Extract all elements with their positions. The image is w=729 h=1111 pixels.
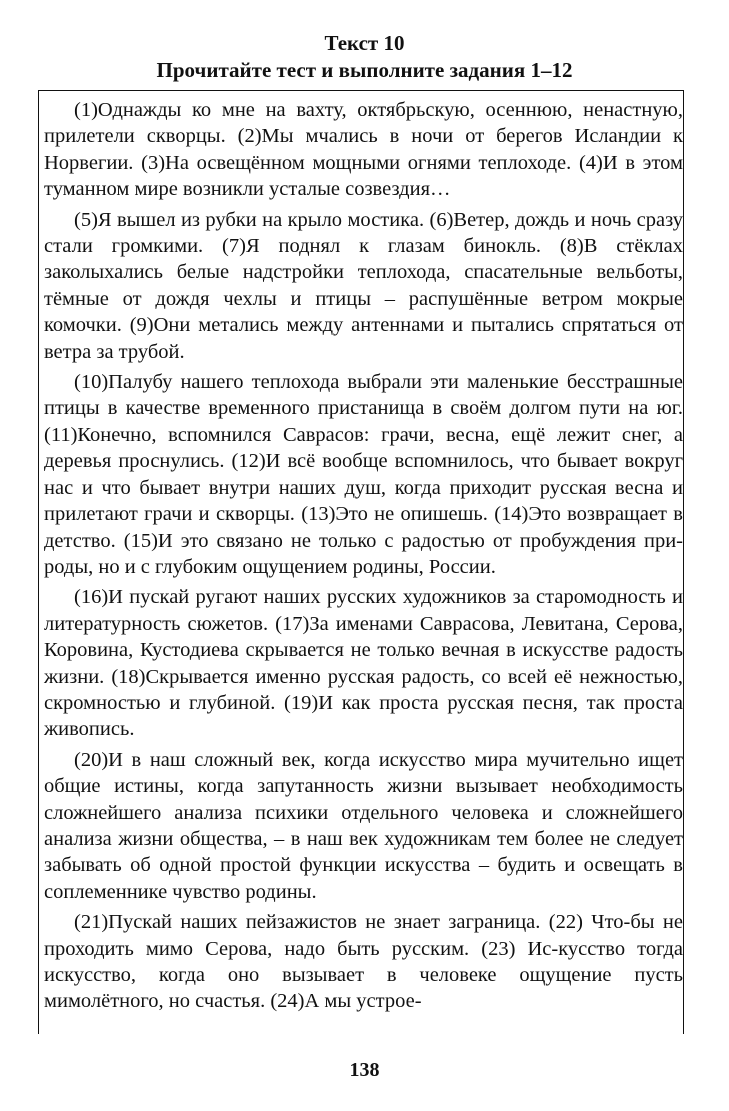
paragraph-3: (10)Палубу нашего теплохода выбрали эти маленькие бесстрашные птицы в качестве временного пристанища в своём долгом пути на юг. (11)Конечно, вспомнился Саврасов: грачи, весна, ещё лежит снег, а деревья проснулись. (12)И всё вообще вспомнилось, что бывает вокруг нас и что бывает внутри наших душ, когда приходит русская весна и прилетают грачи и скворцы. (13)Это не опишешь. (14)Это возвращает в детство. (15)И это связано не только с радостью от пробуждения природы, но и с глубоким ощущением родины, России. [44, 371, 683, 578]
paragraph-5: (20)И в наш сложный век, когда искусство мира мучительно ищет общие истины, когда запутанность жизни вызывает необходимость сложнейшего анализа психики отдельного человека и сложнейшего анализа жизни общества, – в наш век художникам тем более не следует забывать об одной простой функции искусства – будить и освещать в соплеменнике чувство родины. [44, 748, 683, 903]
text-instruction: Прочитайте тест и выполните задания 1–12 [156, 58, 573, 82]
paragraph-2: (5)Я вышел из рубки на крыло мостика. (6)Ветер, дождь и ночь сразу стали громкими. (7)Я поднял к глазам бинокль. (8)В стёклах заколыхались белые надстройки теплохода, спасательные вельботы, тёмные от дождя чехлы и птицы – распушённые ветром мокрые комочки. (9)Они метались между антеннами и пытались спрятаться от ветра за трубой. [44, 208, 683, 363]
text-header [0, 30, 729, 84]
page-number: 138 [349, 1059, 380, 1081]
paragraph-1: (1)Однажды ко мне на вахту, октябрьскую, осеннюю, ненастную, прилетели скворцы. (2)Мы мчались в ночи от берегов Исландии к Норвегии. (3)На освещённом мощными огнями теплоходе. (4)И в этом туманном мире возникли усталые созвездия… [44, 99, 683, 201]
paragraph-6: (21)Пускай наших пейзажистов не знает заграница. (22) Что-бы не проходить мимо Серова, надо быть русским. (23) Ис-кусство тогда искусство, когда оно вызывает в человеке ощущение пусть мимолётного, но счастья. (24)А мы устрое- [44, 911, 683, 1013]
text-body [44, 97, 683, 1019]
paragraph-4: (16)И пускай ругают наших русских художников за старомодность и литературность сюжетов. (17)За именами Саврасова, Левитана, Серова, Коровина, Кустодиева скрывается не только вечная в искусстве радость жизни. (18)Скрывается именно русская радость, со всей её нежностью, скромностью и глубиной. (19)И как проста русская песня, так проста живопись. [44, 586, 683, 741]
text-title: Текст 10 [324, 31, 405, 55]
